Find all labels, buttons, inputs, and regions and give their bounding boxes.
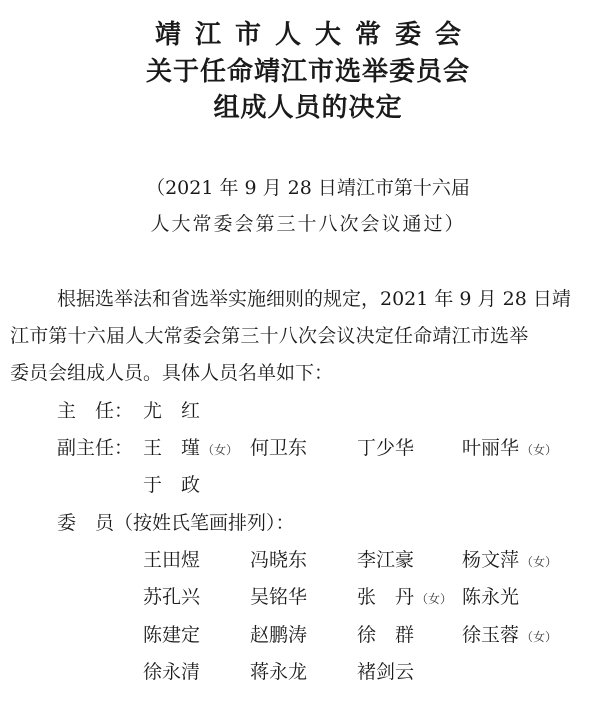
deputy-name-item: [357, 436, 416, 462]
person-name: 冯晓东: [250, 549, 308, 571]
person-name: 何卫东: [250, 437, 308, 459]
female-note: （女）: [521, 630, 558, 644]
deputy-name-item: [143, 436, 238, 462]
member-name-item: [250, 585, 309, 611]
member-name-item: [143, 548, 202, 574]
deputy-name-item: [143, 473, 202, 499]
member-name-item: [357, 585, 452, 611]
person-name: 蒋永龙: [250, 661, 308, 683]
female-note: （女）: [521, 555, 558, 569]
female-note: （女）: [521, 443, 558, 457]
body-text-line-1: 根据选举法和省选举实施细则的规定，2021 年 9 月 28 日靖: [57, 288, 571, 310]
member-role-label: 委 员（按姓氏笔画排列）：: [57, 512, 295, 534]
document-title-line-3: 组成人员的决定: [213, 93, 403, 123]
person-name: 王 瑾: [143, 437, 201, 459]
document-title-line-2: 关于任命靖江市选举委员会: [145, 57, 470, 87]
person-name: 徐玉蓉: [462, 624, 520, 646]
member-name-item: [143, 623, 202, 649]
member-name-item: [250, 548, 309, 574]
person-name: 徐 群: [357, 624, 415, 646]
director-role-label: 主 任：: [57, 400, 134, 422]
person-name: 苏孔兴: [143, 586, 201, 608]
document-title-line-1: 靖江市人大常委会: [154, 20, 475, 50]
subtitle-line-1: （2021 年 9 月 28 日靖江市第十六届: [146, 177, 470, 199]
subtitle-line-2: 人大常委会第三十八次会议通过）: [150, 213, 466, 235]
member-name-item: [357, 623, 416, 649]
deputy-role-label: 副主任：: [57, 437, 134, 459]
person-name: 李江豪: [357, 549, 415, 571]
deputy-name-item: [250, 436, 309, 462]
director-name: 尤 红: [143, 400, 201, 422]
member-name-item: [250, 660, 309, 686]
person-name: 张 丹: [357, 586, 415, 608]
deputy-name-item: [462, 436, 557, 462]
person-name: 叶丽华: [462, 437, 520, 459]
female-note: （女）: [202, 443, 239, 457]
member-name-item: [462, 548, 557, 574]
body-text-line-3: 委员会组成人员。具体人员名单如下：: [10, 362, 334, 384]
person-name: 徐永清: [143, 661, 201, 683]
person-name: 褚剑云: [357, 661, 415, 683]
person-name: 于 政: [143, 474, 201, 496]
member-name-item: [357, 548, 416, 574]
person-name: 吴铭华: [250, 586, 308, 608]
member-name-item: [250, 623, 309, 649]
person-name: 陈永光: [462, 586, 520, 608]
member-name-item: [143, 585, 202, 611]
member-name-item: [462, 585, 521, 611]
female-note: （女）: [416, 592, 453, 606]
person-name: 陈建定: [143, 624, 201, 646]
person-name: 王田煜: [143, 549, 201, 571]
body-text-line-2: 江市第十六届人大常委会第三十八次会议决定任命靖江市选举: [10, 325, 529, 347]
member-name-item: [462, 623, 557, 649]
person-name: 丁少华: [357, 437, 415, 459]
member-name-item: [143, 660, 202, 686]
member-name-item: [357, 660, 416, 686]
person-name: 赵鹏涛: [250, 624, 308, 646]
person-name: 杨文萍: [462, 549, 520, 571]
